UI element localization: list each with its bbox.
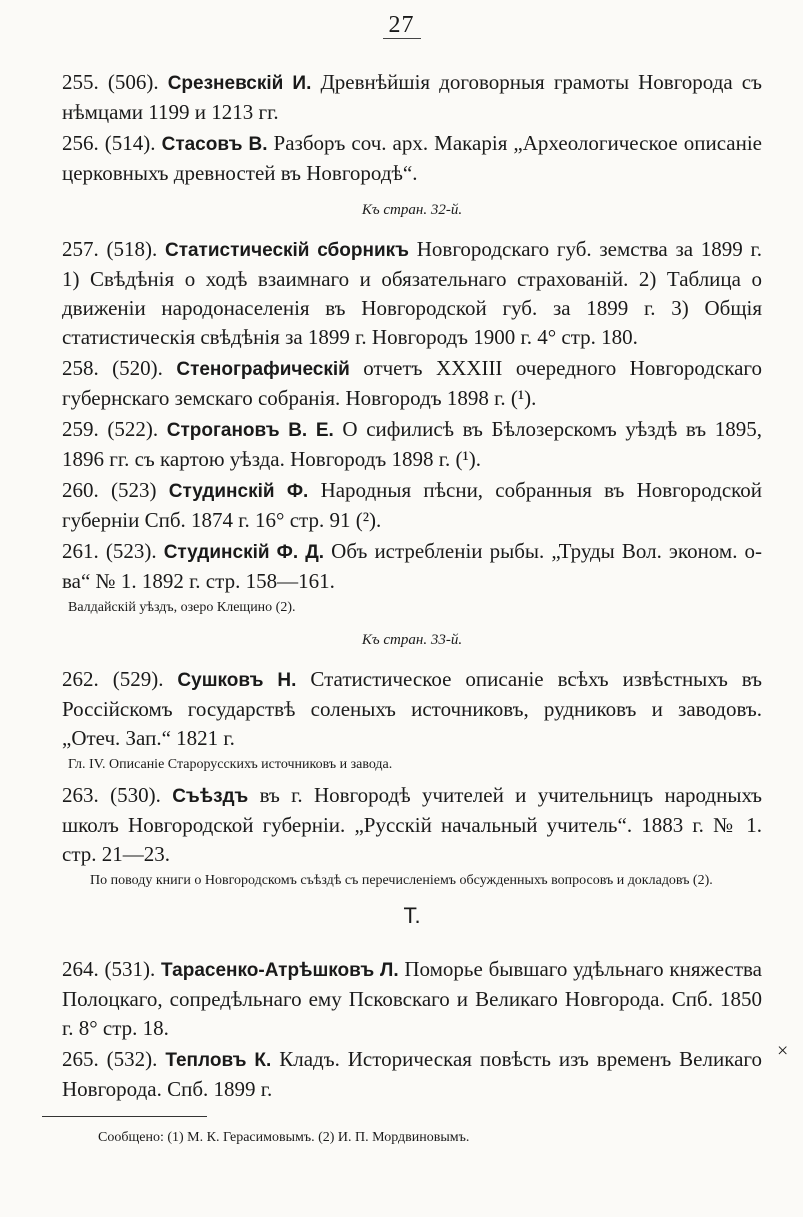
entry-257: 257. (518). Статистическiй сборникъ Новгородскаго губ. земства за 1899 г. 1) Свѣдѣнiя о ходѣ взаимнаго и обязательнаго страхованiй. 2) Таблица о движенiи народонаселенiя въ Новгородской губ. за 1899 г. 3) Общiя статистическiя свѣдѣнiя за 1899 г. Новгородъ 1900 г. 4° стр. 180. [62,237,763,349]
entries [62,68,762,1106]
entry-260: 260. (523) Студинскiй Ф. Народныя пѣсни, собранныя въ Новгородской губернiи Спб. 1874 г. 16° стр. 91 (²). [62,478,763,532]
entry-255: 255. (506). Срезневскiй И. Древнѣйшiя договорныя грамоты Новгорода съ нѣмцами 1199 и 1213 гг. [62,70,762,124]
note-262: Гл. IV. Описанiе Старорусскихъ источниковъ и завода. [68,757,393,772]
footnote-rule [42,1116,207,1117]
footnote: Сообщено: (1) М. К. Герасимовымъ. (2) И. П. Мордвиновымъ. [98,1130,470,1145]
section-heading-33: Къ стран. 33-й. [361,632,463,648]
section-heading-32: Къ стран. 32-й. [361,202,463,218]
entry-265: 265. (532). Тепловъ К. Кладъ. Историческая повѣсть изъ временъ Великаго Новгорода. Спб. 1899 г. [62,1047,762,1101]
entry-256: 256. (514). Стасовъ В. Разборъ соч. арх. Макарiя „Археологическое описанiе церковныхъ древностей въ Новгородѣ“. [62,131,763,185]
entry-261: 261. (523). Студинскiй Ф. Д. Объ истребленiи рыбы. „Труды Вол. эконом. о-ва“ № 1. 1892 г. стр. 158—161. [62,539,763,593]
entry-259: 259. (522). Строгановъ В. Е. О сифилисѣ въ Бѣлозерскомъ уѣздѣ въ 1895, 1896 гг. съ картою уѣзда. Новгородъ 1898 г. (¹). [62,417,763,471]
entry-263: 263. (530). Съѣздъ въ г. Новгородѣ учителей и учительницъ народныхъ школъ Новгородской губернiи. „Русскiй начальный учитель“. 1883 г. № 1. стр. 21—23. [62,783,763,866]
entry-262: 262. (529). Сушковъ Н. Статистическое описанiе всѣхъ извѣстныхъ въ Россiйскомъ государствѣ соленыхъ источниковъ, рудниковъ и заводовъ. „Отеч. Зап.“ 1821 г. [62,667,763,750]
entry-264: 264. (531). Тарасенко-Атрѣшковъ Л. Поморье бывшаго удѣльнаго княжества Полоцкаго, сопредѣльнаго ему Псковскаго и Великаго Новгорода. Спб. 1850 г. 8° стр. 18. [62,957,763,1040]
note-261: Валдайскiй уѣздъ, озеро Клещино (2). [68,600,296,615]
page-number: 27 [0,12,803,39]
margin-mark: × [777,1040,789,1062]
note-263: По поводу книги о Новгородскомъ съѣздѣ съ перечисленiемъ обсужденныхъ вопросовъ и докладовъ (2). [90,873,713,888]
letter-heading: Т. [403,903,421,928]
entry-258: 258. (520). Стенографическiй отчетъ XXXIII очередного Новгородскаго губернскаго земскаго собранiя. Новгородъ 1898 г. (¹). [62,356,763,410]
